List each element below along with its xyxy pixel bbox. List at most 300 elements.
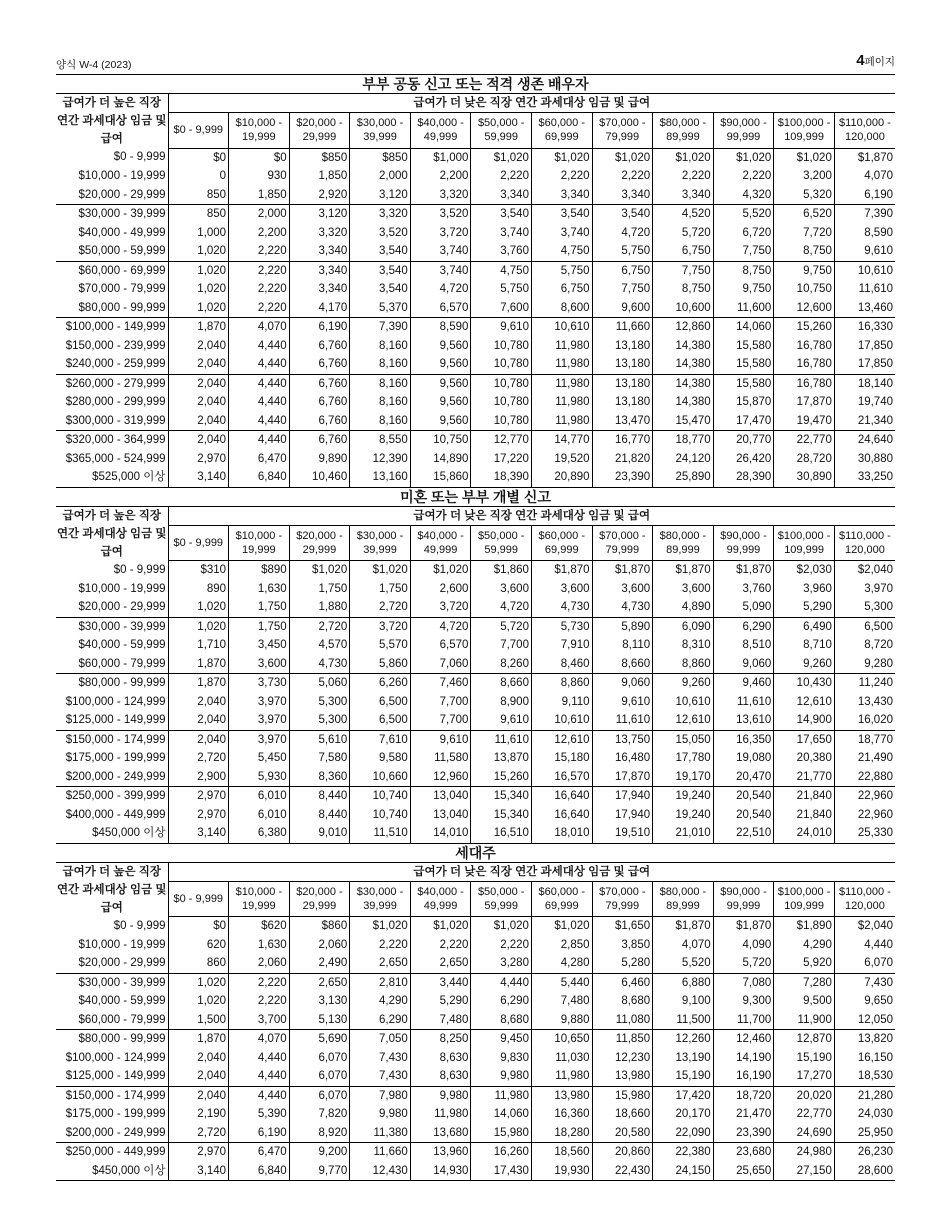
table-cell: 8,160 [350,374,411,393]
table-cell: 2,720 [168,1124,229,1143]
table-cell: 22,090 [653,1124,714,1143]
table-cell: 7,430 [350,1049,411,1068]
table-cell: 7,050 [350,1030,411,1049]
page-suffix: 페이지 [864,56,895,68]
page-number-value: 4 [856,52,865,69]
table-cell: 11,980 [531,355,592,374]
row-range-label: $20,000 - 29,999 [78,957,166,969]
table-cell: 16,150 [834,1049,895,1068]
column-range-header: $50,000 - 59,999 [471,525,532,560]
table-cell: 8,660 [592,655,653,674]
table-cell: 16,020 [834,711,895,730]
table-cell: 2,040 [168,355,229,374]
table-cell: 20,540 [713,787,774,806]
table-row [56,1086,895,1105]
table-cell: 4,280 [531,954,592,973]
table-cell: 1,630 [229,936,290,955]
table-cell: 2,220 [229,973,290,992]
table-cell: 13,190 [653,1049,714,1068]
table-cell: 2,220 [229,280,290,299]
table-cell: 5,520 [713,205,774,224]
table-cell: 8,630 [410,1049,471,1068]
table-cell: 33,250 [834,468,895,487]
table-cell: 3,200 [774,167,835,186]
table-cell: $1,000 [410,148,471,167]
row-range-label: $365,000 - 524,999 [65,452,166,465]
table-cell: 1,870 [168,674,229,693]
row-range-label: $50,000 - 59,999 [78,245,166,257]
table-cell: 17,650 [774,730,835,749]
table-cell: 18,010 [531,824,592,843]
column-range-header: $50,000 - 59,999 [471,881,532,916]
table-cell: 14,380 [653,393,714,412]
table-cell: 9,610 [592,693,653,712]
table-cell: 8,750 [653,280,714,299]
table-row [56,167,895,186]
table-cell: 4,750 [471,261,532,280]
table-cell: 11,610 [471,730,532,749]
table-cell: 9,260 [653,674,714,693]
table-cell: 20,860 [592,1143,653,1162]
table-cell: 5,300 [289,693,350,712]
table-cell: 4,750 [531,242,592,261]
table-cell: 11,980 [531,374,592,393]
table-cell: 4,070 [834,167,895,186]
table-cell: 4,070 [229,318,290,337]
row-range-label: $100,000 - 149,999 [56,318,168,337]
row-range-label: $250,000 - 399,999 [56,787,168,806]
table-cell: 25,950 [834,1124,895,1143]
table-cell: 13,040 [410,806,471,825]
table-cell: 6,570 [410,299,471,318]
table-cell: 20,890 [531,468,592,487]
column-range-header: $100,000 - 109,999 [774,113,835,148]
table-cell: 2,650 [410,954,471,973]
table-cell: $1,890 [774,917,835,936]
column-range-header: $90,000 - 99,999 [713,881,774,916]
table-cell: 6,720 [713,224,774,243]
table-cell: 2,220 [471,167,532,186]
table-cell: 2,040 [168,1067,229,1086]
table-cell: 12,460 [713,1030,774,1049]
row-range-label: $450,000 이상 [56,824,168,843]
table-cell: $620 [229,917,290,936]
table-cell: 17,270 [774,1067,835,1086]
table-cell: 5,440 [531,973,592,992]
table-cell: 2,220 [653,167,714,186]
table-row [56,655,895,674]
table-cell: 16,640 [531,787,592,806]
table-cell: 20,580 [592,1124,653,1143]
table-cell: 4,440 [229,337,290,356]
table-cell: 5,520 [653,954,714,973]
column-range-header: $100,000 - 109,999 [774,525,835,560]
table-cell: 14,060 [471,1105,532,1124]
table-cell: 8,440 [289,806,350,825]
row-range-label: $10,000 - 19,999 [78,938,166,951]
table-cell: 5,720 [713,954,774,973]
column-header-label: 급여가 더 낮은 직장 연간 과세대상 임금 및 급여 [168,94,895,113]
table-cell: 2,040 [168,374,229,393]
table-cell: 15,190 [774,1049,835,1068]
table-cell: $1,020 [592,148,653,167]
table-row [56,749,895,768]
table-cell: 4,440 [229,374,290,393]
table-cell: 16,330 [834,318,895,337]
row-header-label: 급여가 더 높은 직장 연간 과세대상 임금 및 급여 [56,863,168,917]
table-cell: 16,190 [713,1067,774,1086]
row-range-label: $150,000 - 239,999 [65,339,166,352]
row-range-label: $250,000 - 449,999 [56,1143,168,1162]
table-cell: 4,440 [229,393,290,412]
column-range-header: $20,000 - 29,999 [289,113,350,148]
table-cell: 4,440 [471,973,532,992]
table-cell: 4,070 [229,1030,290,1049]
table-cell: 2,190 [168,1105,229,1124]
table-cell: 3,140 [168,468,229,487]
table-cell: 7,820 [289,1105,350,1124]
row-range-label: $200,000 - 249,999 [65,770,166,783]
table-cell: 22,380 [653,1143,714,1162]
table-cell: 5,690 [289,1030,350,1049]
column-header-label: 급여가 더 낮은 직장 연간 과세대상 임금 및 급여 [168,863,895,882]
table-cell: 6,190 [834,186,895,205]
table-cell: 17,850 [834,355,895,374]
table-row [56,936,895,955]
table-row [56,787,895,806]
table-row [56,299,895,318]
table-cell: 25,650 [713,1162,774,1181]
table-cell: 11,510 [350,824,411,843]
table-cell: $1,870 [531,561,592,580]
table-cell: 16,780 [774,355,835,374]
table-cell: 3,340 [653,186,714,205]
table-cell: 6,090 [653,617,714,636]
table-cell: $850 [350,148,411,167]
table-cell: 5,750 [471,280,532,299]
table-cell: 9,100 [653,992,714,1011]
table-cell: 2,060 [229,954,290,973]
table-cell: 9,610 [471,711,532,730]
table-cell: 2,040 [168,1086,229,1105]
row-range-label: $80,000 - 99,999 [56,1030,168,1049]
section-title: 세대주 [56,844,895,863]
table-cell: 9,560 [410,355,471,374]
table-cell: 19,240 [653,806,714,825]
table-cell: 5,320 [774,186,835,205]
table-row [56,674,895,693]
table-cell: 9,610 [410,730,471,749]
column-range-header: $90,000 - 99,999 [713,525,774,560]
table-cell: 9,560 [410,374,471,393]
table-cell: 1,020 [168,261,229,280]
row-range-label: $260,000 - 279,999 [56,374,168,393]
table-cell: 3,340 [289,280,350,299]
table-cell: 8,160 [350,412,411,431]
table-cell: 10,780 [471,355,532,374]
table-cell: 3,320 [289,224,350,243]
table-cell: 7,610 [350,730,411,749]
table-cell: 18,390 [471,468,532,487]
table-cell: 5,060 [289,674,350,693]
table-cell: 12,770 [471,431,532,450]
table-cell: 12,610 [653,711,714,730]
table-cell: 3,540 [531,205,592,224]
table-cell: 2,220 [471,936,532,955]
table-cell: 7,390 [834,205,895,224]
table-cell: 11,240 [834,674,895,693]
column-range-header: $80,000 - 89,999 [653,525,714,560]
row-range-label: $450,000 이상 [56,1162,168,1181]
table-cell: 2,850 [531,936,592,955]
table-cell: 6,490 [774,617,835,636]
table-cell: 14,890 [410,450,471,469]
table-cell: 12,610 [531,730,592,749]
table-cell: 3,320 [350,205,411,224]
table-cell: 11,980 [531,412,592,431]
table-cell: 7,080 [713,973,774,992]
table-cell: 2,650 [350,954,411,973]
table-cell: $0 [168,917,229,936]
row-range-label: $60,000 - 69,999 [56,261,168,280]
table-cell: 20,020 [774,1086,835,1105]
table-row [56,337,895,356]
table-cell: 14,380 [653,374,714,393]
table-cell: $1,020 [531,917,592,936]
table-cell: 8,600 [531,299,592,318]
table-cell: $1,020 [774,148,835,167]
table-cell: 22,430 [592,1162,653,1181]
table-cell: 17,220 [471,450,532,469]
table-cell: 12,610 [774,693,835,712]
table-cell: $1,870 [653,917,714,936]
table-cell: 3,600 [531,580,592,599]
table-row [56,973,895,992]
table-cell: 20,170 [653,1105,714,1124]
table-cell: 3,730 [229,674,290,693]
table-cell: 9,110 [531,693,592,712]
table-cell: 2,040 [168,431,229,450]
table-cell: 20,540 [713,806,774,825]
table-cell: 15,470 [653,412,714,431]
row-range-label: $60,000 - 79,999 [78,1013,166,1026]
table-row [56,917,895,936]
row-range-label: $20,000 - 29,999 [78,188,166,201]
table-cell: 2,200 [410,167,471,186]
row-range-label: $0 - 9,999 [113,919,166,932]
table-cell: 19,520 [531,450,592,469]
table-cell: 11,610 [592,711,653,730]
table-cell: 3,600 [471,580,532,599]
table-cell: 1,020 [168,299,229,318]
table-cell: $860 [289,917,350,936]
table-cell: 0 [168,167,229,186]
row-range-label: $125,000 - 149,999 [65,714,166,726]
table-cell: 3,740 [471,224,532,243]
table-cell: $1,870 [713,561,774,580]
table-cell: $1,870 [653,561,714,580]
column-range-header: $50,000 - 59,999 [471,113,532,148]
table-cell: 8,680 [592,992,653,1011]
table-cell: 18,530 [834,1067,895,1086]
table-cell: 5,920 [774,954,835,973]
column-header-label: 급여가 더 낮은 직장 연간 과세대상 임금 및 급여 [168,507,895,526]
table-cell: 9,450 [471,1030,532,1049]
row-range-label: $30,000 - 39,999 [56,205,168,224]
table-cell: 5,290 [774,598,835,617]
table-cell: 8,160 [350,337,411,356]
table-cell: 21,490 [834,749,895,768]
table-cell: 3,760 [713,580,774,599]
table-cell: 8,260 [471,655,532,674]
table-cell: 11,900 [774,1011,835,1030]
table-cell: 15,580 [713,374,774,393]
table-row [56,224,895,243]
column-range-header: $10,000 - 19,999 [229,113,290,148]
table-cell: 8,860 [531,674,592,693]
table-cell: 9,610 [471,318,532,337]
table-row [56,431,895,450]
table-cell: 6,760 [289,393,350,412]
table-cell: 13,980 [531,1086,592,1105]
table-cell: 17,430 [471,1162,532,1181]
table-cell: 10,650 [531,1030,592,1049]
table-cell: 15,340 [471,787,532,806]
table-cell: 2,040 [168,730,229,749]
table-cell: 5,290 [410,992,471,1011]
table-cell: 1,020 [168,973,229,992]
table-cell: 14,770 [531,431,592,450]
table-cell: 24,010 [774,824,835,843]
table-cell: 6,290 [713,617,774,636]
table-cell: 17,940 [592,806,653,825]
table-cell: 11,380 [350,1124,411,1143]
table-cell: 9,460 [713,674,774,693]
table-cell: 8,720 [834,636,895,655]
table-cell: $310 [168,561,229,580]
table-cell: 13,180 [592,374,653,393]
table-cell: 21,820 [592,450,653,469]
row-range-label: $175,000 - 199,999 [65,752,166,764]
table-cell: 3,120 [289,205,350,224]
table-cell: 19,740 [834,393,895,412]
table-cell: 10,780 [471,374,532,393]
table-cell: 24,690 [774,1124,835,1143]
table-cell: $1,020 [531,148,592,167]
table-cell: 10,460 [289,468,350,487]
table-cell: 7,460 [410,674,471,693]
table-cell: 10,780 [471,412,532,431]
table-cell: 3,540 [471,205,532,224]
table-cell: 4,570 [289,636,350,655]
table-row [56,768,895,787]
table-cell: 6,290 [471,992,532,1011]
table-cell: 7,060 [410,655,471,674]
table-cell: 5,090 [713,598,774,617]
table-cell: 7,600 [471,299,532,318]
table-cell: 19,080 [713,749,774,768]
table-cell: 10,780 [471,393,532,412]
table-cell: 3,280 [471,954,532,973]
table-cell: 7,910 [531,636,592,655]
table-cell: 18,560 [531,1143,592,1162]
table-cell: 21,470 [713,1105,774,1124]
table-row [56,1124,895,1143]
table-cell: 11,600 [713,299,774,318]
table-cell: 11,610 [834,280,895,299]
withholding-table [56,863,895,1182]
table-cell: 4,720 [471,598,532,617]
table-cell: $1,020 [350,917,411,936]
table-cell: 18,770 [653,431,714,450]
table-cell: 12,430 [350,1162,411,1181]
table-cell: 8,310 [653,636,714,655]
table-cell: 9,980 [350,1105,411,1124]
table-cell: 3,120 [350,186,411,205]
table-cell: 3,740 [531,224,592,243]
table-cell: 6,760 [289,431,350,450]
column-range-header: $10,000 - 19,999 [229,881,290,916]
table-cell: 7,750 [713,242,774,261]
table-cell: 6,070 [289,1049,350,1068]
table-cell: 5,860 [350,655,411,674]
table-cell: 15,580 [713,355,774,374]
table-cell: 6,750 [653,242,714,261]
table-cell: 28,720 [774,450,835,469]
table-cell: 2,220 [592,167,653,186]
table-cell: 6,010 [229,787,290,806]
table-cell: 10,610 [531,318,592,337]
table-cell: 20,380 [774,749,835,768]
table-cell: 8,440 [289,787,350,806]
table-cell: 6,070 [289,1067,350,1086]
row-range-label: $525,000 이상 [56,468,168,487]
row-range-label: $40,000 - 49,999 [78,226,166,239]
table-cell: 18,660 [592,1105,653,1124]
column-range-header: $30,000 - 39,999 [350,881,411,916]
table-cell: 19,470 [774,412,835,431]
table-cell: 5,720 [653,224,714,243]
table-cell: 8,510 [713,636,774,655]
table-cell: 4,320 [713,186,774,205]
table-cell: 12,050 [834,1011,895,1030]
table-cell: 13,180 [592,355,653,374]
table-cell: 15,260 [774,318,835,337]
table-cell: 3,140 [168,824,229,843]
table-cell: 1,020 [168,242,229,261]
table-cell: 4,720 [592,224,653,243]
table-cell: 5,370 [350,299,411,318]
table-cell: 2,220 [350,936,411,955]
table-cell: $1,020 [410,561,471,580]
table-cell: 13,180 [592,337,653,356]
table-cell: 8,680 [471,1011,532,1030]
table-cell: 23,390 [713,1124,774,1143]
table-cell: 5,300 [834,598,895,617]
table-cell: 3,970 [229,711,290,730]
table-cell: 14,380 [653,337,714,356]
table-cell: 5,750 [531,261,592,280]
table-cell: 2,040 [168,711,229,730]
table-cell: 15,980 [471,1124,532,1143]
table-cell: 2,220 [229,299,290,318]
table-row [56,1162,895,1181]
table-cell: 11,980 [531,393,592,412]
table-cell: 8,460 [531,655,592,674]
table-cell: 22,770 [774,1105,835,1124]
table-cell: 15,180 [531,749,592,768]
table-cell: 620 [168,936,229,955]
